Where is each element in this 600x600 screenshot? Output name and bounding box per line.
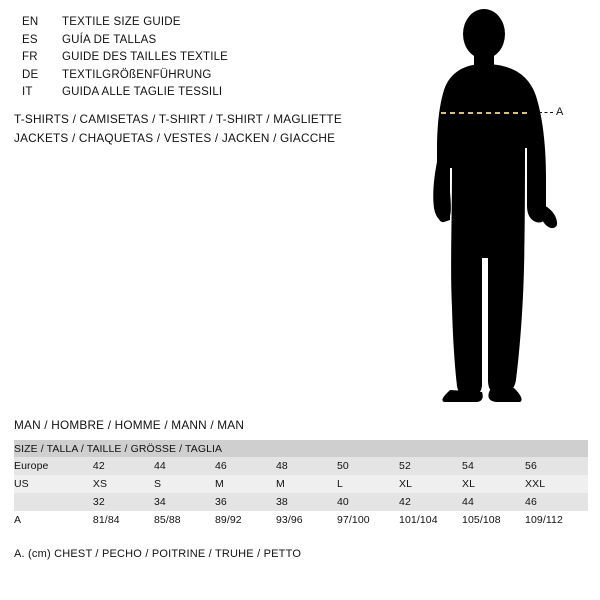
cell-usnum-1: 32 [93, 493, 154, 511]
cell-europe-1: 42 [93, 457, 154, 475]
language-row-en [22, 14, 392, 32]
cell-us-1: XS [93, 475, 154, 493]
table-header-label: SIZE / TALLA / TAILLE / GRÖSSE / TAGLIA [14, 440, 588, 457]
cell-a-8: 109/112 [525, 511, 588, 529]
cell-usnum-3: 36 [215, 493, 276, 511]
cell-europe-7: 54 [462, 457, 525, 475]
table-row [14, 475, 588, 493]
row-label-a: A [14, 511, 93, 529]
size-table-container [14, 440, 588, 529]
row-label-us: US [14, 475, 93, 493]
cell-usnum-6: 42 [399, 493, 462, 511]
cell-usnum-2: 34 [154, 493, 215, 511]
footnote-chest-measure: A. (cm) CHEST / PECHO / POITRINE / TRUHE / PETTO [14, 548, 302, 560]
cell-a-3: 89/92 [215, 511, 276, 529]
language-row-it [22, 84, 392, 102]
cell-a-4: 93/96 [276, 511, 337, 529]
language-code-fr: FR [22, 51, 38, 63]
cell-us-8: XXL [525, 475, 588, 493]
language-code-it: IT [22, 86, 33, 98]
cell-usnum-4: 38 [276, 493, 337, 511]
cell-europe-4: 48 [276, 457, 337, 475]
language-text-es: GUÍA DE TALLAS [62, 33, 157, 46]
measure-leader-line [539, 112, 553, 113]
cell-europe-2: 44 [154, 457, 215, 475]
table-row [14, 493, 588, 511]
cell-europe-5: 50 [337, 457, 399, 475]
cell-us-7: XL [462, 475, 525, 493]
language-row-es [22, 32, 392, 50]
category-tshirts: T-SHIRTS / CAMISETAS / T-SHIRT / T-SHIRT / MAGLIETTE [14, 112, 342, 126]
silhouette-icon [410, 8, 595, 408]
cell-a-5: 97/100 [337, 511, 399, 529]
language-row-fr [22, 49, 392, 67]
cell-usnum-7: 44 [462, 493, 525, 511]
table-row [14, 457, 588, 475]
cell-europe-8: 56 [525, 457, 588, 475]
size-table [14, 440, 588, 529]
cell-us-3: M [215, 475, 276, 493]
cell-a-7: 105/108 [462, 511, 525, 529]
table-row [14, 511, 588, 529]
cell-europe-6: 52 [399, 457, 462, 475]
male-silhouette-figure [410, 8, 595, 408]
language-text-fr: GUIDE DES TAILLES TEXTILE [62, 51, 229, 63]
language-code-de: DE [22, 68, 39, 81]
category-jackets: JACKETS / CHAQUETAS / VESTES / JACKEN / GIACCHE [14, 131, 336, 145]
cell-europe-3: 46 [215, 457, 276, 475]
cell-a-6: 101/104 [399, 511, 462, 529]
language-list [22, 14, 392, 102]
language-row-de [22, 67, 392, 85]
language-code-en: EN [22, 16, 39, 28]
cell-us-5: L [337, 475, 399, 493]
section-heading-man: MAN / HOMBRE / HOMME / MANN / MAN [14, 418, 245, 432]
table-header-row [14, 440, 588, 457]
cell-a-1: 81/84 [93, 511, 154, 529]
cell-usnum-5: 40 [337, 493, 399, 511]
language-text-de: TEXTILGRÖßENFÜHRUNG [62, 68, 212, 81]
cell-a-2: 85/88 [154, 511, 215, 529]
cell-us-6: XL [399, 475, 462, 493]
category-list [14, 110, 414, 148]
cell-usnum-8: 46 [525, 493, 588, 511]
cell-us-4: M [276, 475, 337, 493]
row-label-us-numeric [14, 493, 93, 511]
language-text-it: GUIDA ALLE TAGLIE TESSILI [62, 86, 223, 98]
measure-label-a: A [556, 106, 564, 118]
cell-us-2: S [154, 475, 215, 493]
row-label-europe: Europe [14, 457, 93, 475]
language-code-es: ES [22, 33, 38, 46]
language-text-en: TEXTILE SIZE GUIDE [62, 16, 181, 28]
